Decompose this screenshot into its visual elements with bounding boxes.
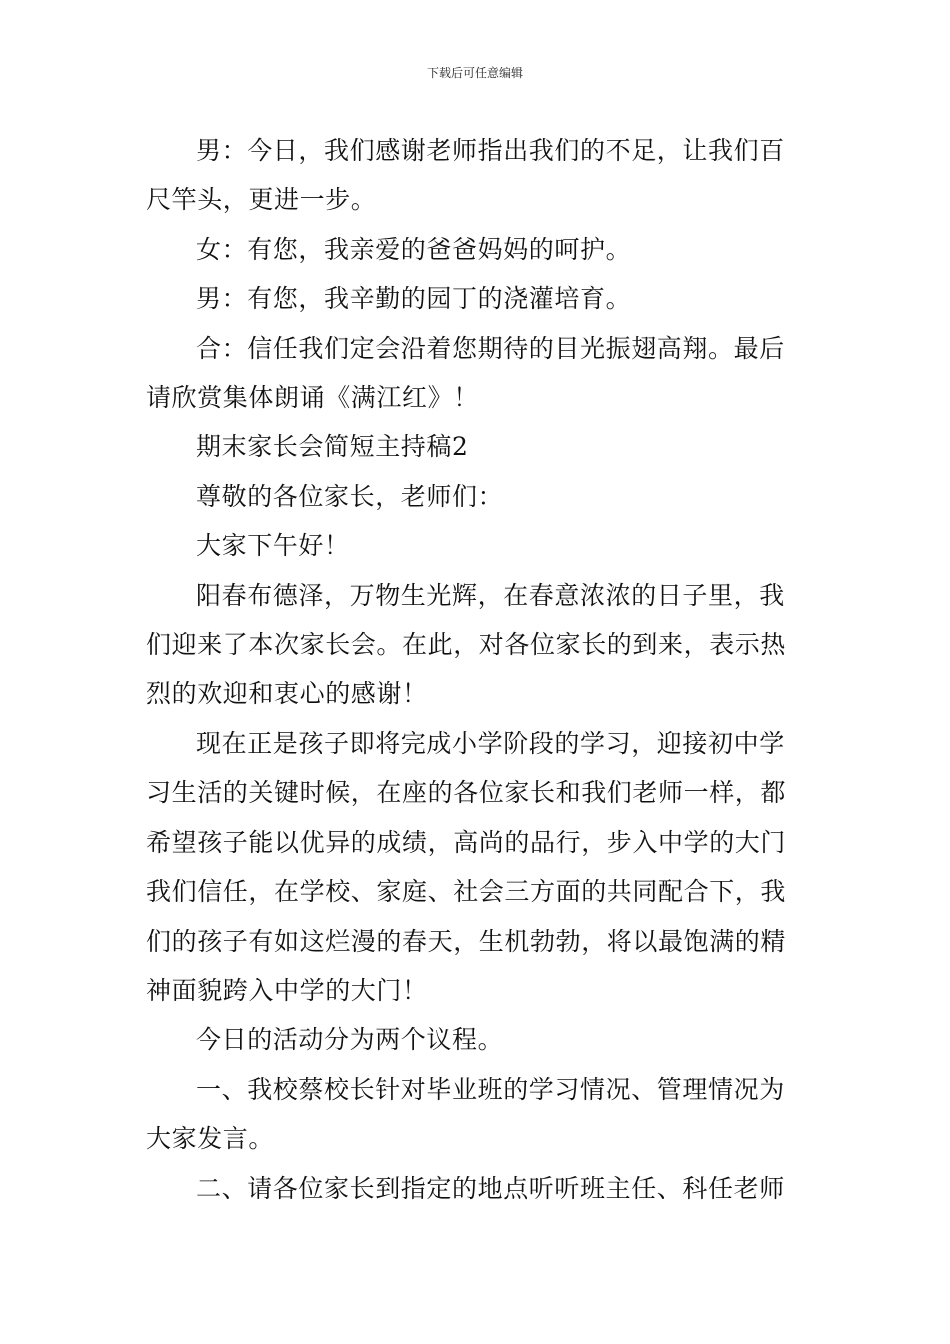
- paragraph-greeting: [146, 521, 806, 570]
- text-line: 们的孩子有如这烂漫的春天，生机勃勃，将以最饱满的精: [146, 926, 787, 956]
- text-line: 尊敬的各位家长，老师们：: [196, 481, 504, 511]
- paragraph-welcome: [146, 571, 806, 719]
- paragraph-agenda-item-1: [146, 1065, 806, 1164]
- text-line: 大家下午好！: [196, 531, 350, 561]
- text-line: 请欣赏集体朗诵《满江红》！: [146, 383, 479, 413]
- paragraph-context: [146, 719, 806, 1015]
- paragraph-together-closing: [146, 324, 806, 423]
- page-header-note: 下载后可任意编辑: [426, 66, 523, 80]
- text-line: 二、请各位家长到指定的地点听听班主任、科任老师: [196, 1173, 785, 1203]
- text-line: 一、我校蔡校长针对毕业班的学习情况、管理情况为: [196, 1074, 785, 1104]
- text-line: 男：今日，我们感谢老师指出我们的不足，让我们百: [196, 136, 785, 165]
- text-line: 烈的欢迎和衷心的感谢！: [146, 679, 428, 709]
- text-line: 尺竿头，更进一步。: [146, 185, 377, 215]
- text-line: 们迎来了本次家长会。在此，对各位家长的到来，表示热: [146, 630, 787, 660]
- text-line: 习生活的关键时候，在座的各位家长和我们老师一样，都: [146, 778, 787, 808]
- text-line: 我们信任，在学校、家庭、社会三方面的共同配合下，我: [146, 877, 787, 907]
- text-line: 神面貌跨入中学的大门！: [146, 975, 428, 1005]
- text-line: 希望孩子能以优异的成绩，高尚的品行，步入中学的大门: [146, 827, 787, 857]
- paragraph-salutation: [146, 472, 806, 521]
- paragraph-agenda-intro: [146, 1015, 806, 1064]
- text-line: 阳春布德泽，万物生光辉，在春意浓浓的日子里，我: [196, 580, 785, 610]
- paragraph-male-thanks: [146, 126, 806, 225]
- text-line: 期末家长会简短主持稿2: [196, 432, 469, 462]
- section-title: [146, 422, 806, 471]
- paragraph-female-parents: [146, 225, 806, 274]
- text-line: 大家发言。: [146, 1124, 275, 1154]
- paragraph-male-teachers: [146, 274, 806, 323]
- text-line: 今日的活动分为两个议程。: [196, 1025, 504, 1055]
- text-line: 合：信任我们定会沿着您期待的目光振翅高翔。最后: [196, 333, 785, 363]
- text-line: 男：有您，我辛勤的园丁的浇灌培育。: [196, 284, 632, 314]
- text-line: 女：有您，我亲爱的爸爸妈妈的呵护。: [196, 234, 632, 264]
- document-body: [146, 126, 806, 1213]
- text-line: 现在正是孩子即将完成小学阶段的学习，迎接初中学: [196, 728, 785, 758]
- paragraph-agenda-item-2: [146, 1164, 806, 1213]
